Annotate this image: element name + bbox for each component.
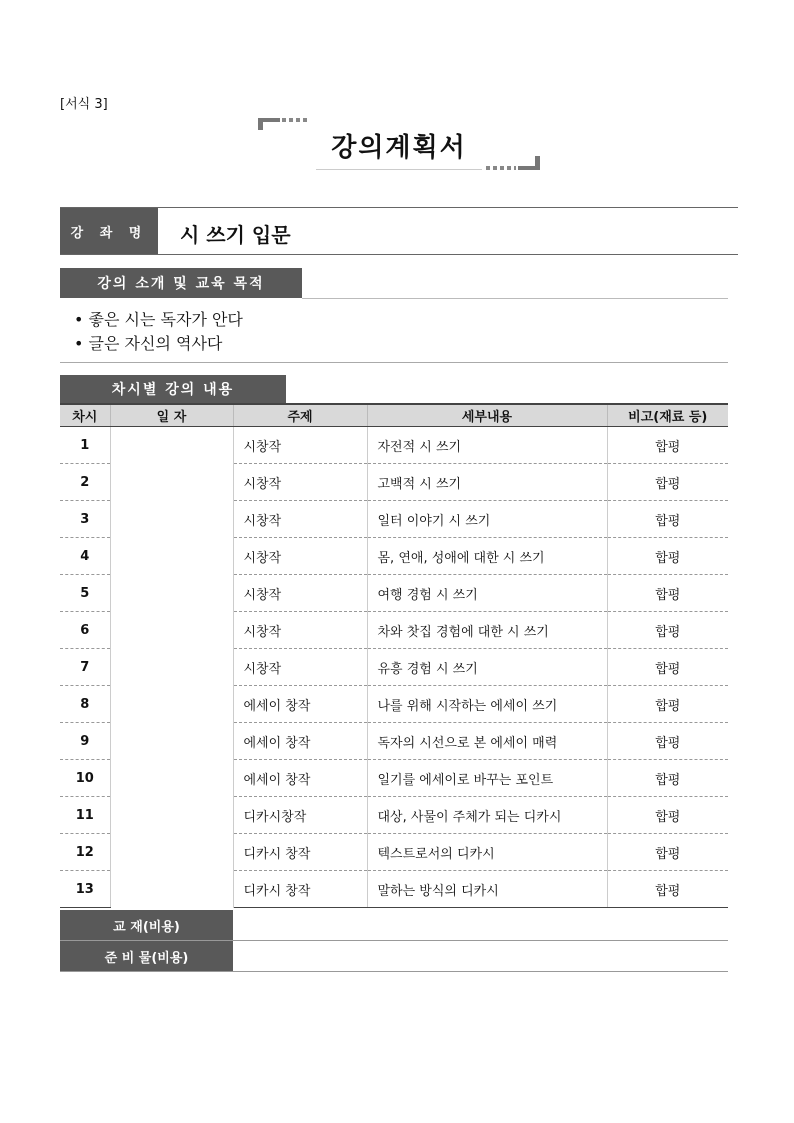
session-number: 11 [60, 797, 110, 834]
session-number: 2 [60, 464, 110, 501]
session-detail: 일기를 에세이로 바꾸는 포인트 [367, 760, 607, 797]
session-note: 합평 [607, 723, 728, 760]
table-row [60, 427, 728, 464]
session-note: 합평 [607, 538, 728, 575]
session-detail: 여행 경험 시 쓰기 [367, 575, 607, 612]
session-note: 합평 [607, 575, 728, 612]
column-header-session: 차시 [60, 404, 110, 427]
session-date [110, 427, 233, 908]
session-topic: 디카시 창작 [233, 834, 367, 871]
session-topic: 에세이 창작 [233, 723, 367, 760]
session-number: 7 [60, 649, 110, 686]
title-block [258, 118, 540, 174]
session-number: 6 [60, 612, 110, 649]
schedule-header-row [60, 404, 728, 427]
intro-bullet-item: • 글은 자신의 역사다 [74, 332, 243, 356]
session-note: 합평 [607, 464, 728, 501]
session-detail: 고백적 시 쓰기 [367, 464, 607, 501]
session-note: 합평 [607, 760, 728, 797]
session-number: 1 [60, 427, 110, 464]
session-topic: 시창작 [233, 538, 367, 575]
title-dash-top [282, 118, 308, 122]
column-header-note: 비고(재료 등) [607, 404, 728, 427]
session-number: 3 [60, 501, 110, 538]
session-detail: 차와 찻집 경험에 대한 시 쓰기 [367, 612, 607, 649]
session-detail: 나를 위해 시작하는 에세이 쓰기 [367, 686, 607, 723]
textbook-row [60, 910, 728, 941]
column-header-detail: 세부내용 [367, 404, 607, 427]
session-number: 8 [60, 686, 110, 723]
textbook-label: 교 재(비용) [60, 910, 233, 940]
session-number: 9 [60, 723, 110, 760]
schedule-table [60, 403, 728, 908]
session-detail: 말하는 방식의 디카시 [367, 871, 607, 908]
session-topic: 시창작 [233, 427, 367, 464]
session-note: 합평 [607, 871, 728, 908]
session-number: 13 [60, 871, 110, 908]
session-detail: 독자의 시선으로 본 에세이 매력 [367, 723, 607, 760]
form-number: [서식 3] [60, 97, 108, 112]
intro-bullets [74, 308, 243, 356]
session-note: 합평 [607, 501, 728, 538]
session-detail: 유흥 경험 시 쓰기 [367, 649, 607, 686]
session-number: 4 [60, 538, 110, 575]
session-note: 합평 [607, 649, 728, 686]
session-topic: 시창작 [233, 649, 367, 686]
section-divider [60, 362, 728, 363]
column-header-date: 일 자 [110, 404, 233, 427]
title-corner-top-left-bar [258, 118, 280, 122]
session-detail: 텍스트로서의 디카시 [367, 834, 607, 871]
materials-label: 준 비 물(비용) [60, 941, 233, 971]
session-detail: 자전적 시 쓰기 [367, 427, 607, 464]
session-note: 합평 [607, 834, 728, 871]
page-title: 강의계획서 [331, 133, 467, 163]
session-topic: 시창작 [233, 612, 367, 649]
session-detail: 일터 이야기 시 쓰기 [367, 501, 607, 538]
session-topic: 에세이 창작 [233, 760, 367, 797]
session-note: 합평 [607, 427, 728, 464]
session-topic: 시창작 [233, 575, 367, 612]
session-note: 합평 [607, 612, 728, 649]
session-topic: 시창작 [233, 464, 367, 501]
session-number: 10 [60, 760, 110, 797]
title-dash-bottom [486, 166, 516, 170]
session-note: 합평 [607, 686, 728, 723]
course-name-label: 강 좌 명 [60, 208, 158, 254]
intro-header-line [302, 298, 728, 299]
intro-section-header: 강의 소개 및 교육 목적 [60, 268, 302, 298]
session-number: 5 [60, 575, 110, 612]
session-topic: 디카시창작 [233, 797, 367, 834]
course-name-row [60, 207, 738, 255]
session-topic: 디카시 창작 [233, 871, 367, 908]
column-header-topic: 주제 [233, 404, 367, 427]
course-name-value: 시 쓰기 입문 [180, 223, 291, 247]
title-underline [316, 169, 482, 170]
session-topic: 시창작 [233, 501, 367, 538]
session-detail: 대상, 사물이 주체가 되는 디카시 [367, 797, 607, 834]
schedule-body [60, 427, 728, 908]
session-detail: 몸, 연애, 성애에 대한 시 쓰기 [367, 538, 607, 575]
session-note: 합평 [607, 797, 728, 834]
intro-bullet-item: • 좋은 시는 독자가 안다 [74, 308, 243, 332]
materials-row [60, 941, 728, 972]
session-number: 12 [60, 834, 110, 871]
schedule-section-header: 차시별 강의 내용 [60, 375, 286, 403]
session-topic: 에세이 창작 [233, 686, 367, 723]
title-corner-bottom-right [535, 156, 540, 170]
